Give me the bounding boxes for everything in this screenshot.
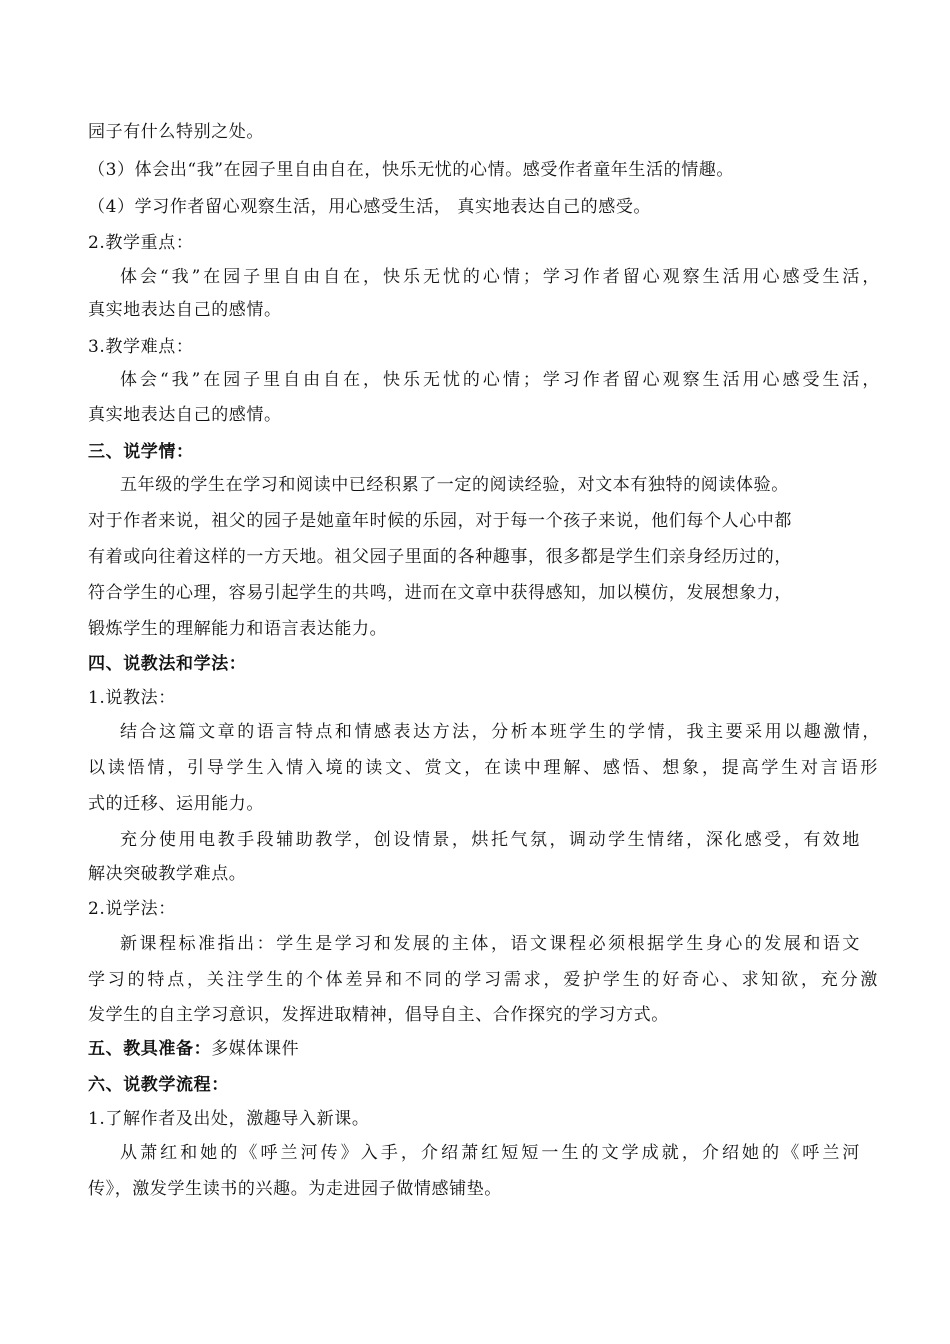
section-heading: 四、说教法和学法： — [88, 654, 247, 674]
text-line: 符合学生的心理，容易引起学生的共鸣，进而在文章中获得感知，加以模仿，发展想象力， — [88, 583, 792, 603]
text-line: 充分使用电教手段辅助教学，创设情景，烘托气氛，调动学生情绪，深化感受，有效地 — [120, 830, 860, 850]
text-line — [88, 1037, 878, 1061]
text-line: 从萧红和她的《呼兰河传》入手，介绍萧红短短一生的文学成就，介绍她的《呼兰河 — [120, 1143, 860, 1163]
section-heading: 六、说教学流程： — [88, 1075, 229, 1095]
text-line: （4）学习作者留心观察生活，用心感受生活， 真实地表达自己的感受。 — [88, 197, 652, 217]
text-line: 真实地表达自己的感情。 — [88, 300, 282, 320]
section-heading: 三、说学情： — [88, 442, 194, 462]
text-line: 真实地表达自己的感情。 — [88, 405, 282, 425]
text-line: 1.了解作者及出处，激趣导入新课。 — [88, 1109, 370, 1129]
text-line: 发学生的自主学习意识，发挥进取精神，倡导自主、合作探究的学习方式。 — [88, 1005, 669, 1025]
section-value: 多媒体课件 — [211, 1039, 300, 1059]
text-line: 锻炼学生的理解能力和语言表达能力。 — [88, 619, 388, 639]
section-subheading: 1.说教法： — [88, 688, 176, 708]
section-subheading: 2.教学重点： — [88, 233, 194, 253]
text-line: 结合这篇文章的语言特点和情感表达方法，分析本班学生的学情，我主要采用以趣激情， — [120, 722, 880, 742]
text-line: 传》，激发学生读书的兴趣。为走进园子做情感铺垫。 — [88, 1179, 502, 1199]
text-line: 新课程标准指出：学生是学习和发展的主体，语文课程必须根据学生身心的发展和语文 — [120, 934, 860, 954]
text-line: 有着或向往着这样的一方天地。祖父园子里面的各种趣事，很多都是学生们亲身经历过的， — [88, 547, 792, 567]
section-subheading: 2.说学法： — [88, 899, 176, 919]
text-line: 体会“我”在园子里自由自在，快乐无忧的心情；学习作者留心观察生活用心感受生活， — [120, 370, 880, 390]
text-line: （3）体会出“我”在园子里自由自在，快乐无忧的心情。感受作者童年生活的情趣。 — [88, 160, 734, 180]
text-line: 体会“我”在园子里自由自在，快乐无忧的心情；学习作者留心观察生活用心感受生活， — [120, 267, 880, 287]
text-line: 学习的特点，关注学生的个体差异和不同的学习需求，爱护学生的好奇心、求知欲，充分激 — [88, 970, 878, 990]
text-line: 园子有什么特别之处。 — [88, 122, 264, 142]
text-line: 解决突破教学难点。 — [88, 864, 247, 884]
text-line: 对于作者来说，祖父的园子是她童年时候的乐园，对于每一个孩子来说，他们每个人心中都 — [88, 511, 792, 531]
text-line: 五年级的学生在学习和阅读中已经积累了一定的阅读经验，对文本有独特的阅读体验。 — [120, 475, 789, 495]
section-heading: 五、教具准备： — [88, 1039, 212, 1059]
section-subheading: 3.教学难点： — [88, 337, 194, 357]
text-line: 式的迁移、运用能力。 — [88, 794, 264, 814]
text-line: 以读悟情，引导学生入情入境的读文、赏文，在读中理解、感悟、想象，提高学生对言语形 — [88, 758, 878, 778]
